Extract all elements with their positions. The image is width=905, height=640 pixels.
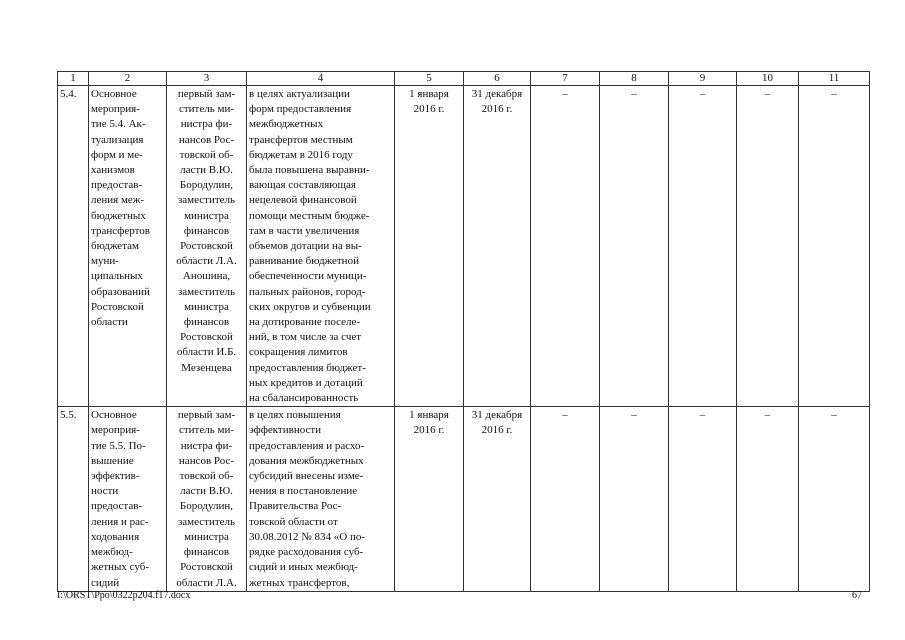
start-date (395, 86, 464, 407)
text-line: сидий и иных межбюд- (249, 561, 358, 574)
text-line: заместитель (177, 194, 236, 207)
text-line: мероприя- (91, 424, 140, 437)
text-line: 2016 г. (481, 424, 513, 437)
text-line: бюджетам (91, 240, 139, 253)
text-line: Аношина, (182, 270, 231, 283)
text-line: 31 декабря (471, 88, 523, 100)
text-line: обеспеченности муници- (249, 270, 367, 283)
text-line: субсидий внесены изме- (249, 470, 364, 483)
text-line: предостав- (91, 179, 143, 192)
text-line: министра (184, 209, 229, 222)
text-line: дования межбюджетных (249, 454, 364, 467)
text-line: объемов дотации на вы- (249, 240, 362, 253)
text-line: Основное (91, 409, 137, 422)
text-line: 1 января (409, 409, 449, 422)
text-line: пальных районов, город- (249, 285, 366, 298)
table-row (58, 86, 870, 407)
text-line: трансфертов (91, 224, 150, 237)
text-line: ных кредитов и дотаций (249, 376, 363, 389)
text-line: в целях актуализации (249, 88, 350, 100)
text-line: министра (184, 530, 229, 543)
text-line: межбюджетных (249, 118, 324, 131)
text-line: Ростовской (180, 240, 233, 253)
page-number: 67 (852, 590, 862, 601)
text-line: образований (91, 285, 150, 298)
end-date (464, 86, 531, 407)
text-line: Бородулин, (179, 500, 234, 513)
text-line: нецелевой финансовой (249, 194, 357, 207)
text-line: ститель ми- (178, 424, 235, 437)
text-line: 1 января (409, 88, 449, 100)
text-line: Ростовской (180, 331, 233, 344)
text-line: области И.Б. (176, 346, 237, 359)
header-cell: 8 (600, 72, 669, 86)
header-cell: 3 (167, 72, 247, 86)
text-line: области Л.А. (176, 255, 237, 268)
col10-value: – (737, 407, 799, 591)
end-date (464, 407, 531, 591)
col8-value: – (600, 86, 669, 407)
text-line: области Л.А. (176, 576, 237, 589)
text-line: вышение (91, 454, 134, 467)
text-line: нансов Рос- (178, 133, 235, 146)
text-line: помощи местным бюдже- (249, 209, 370, 222)
text-line: Основное (91, 88, 137, 100)
text-line: первый зам- (177, 409, 236, 422)
text-line: на сбалансированность (249, 392, 359, 405)
text-line: была повышена выравни- (249, 164, 370, 177)
text-line: товской области от (249, 515, 338, 528)
text-line: Правительства Рос- (249, 500, 342, 513)
col9-value: – (669, 407, 737, 591)
col7-value: – (531, 86, 600, 407)
text-line: предоставления бюджет- (249, 361, 366, 374)
text-line: товской об- (179, 470, 234, 483)
text-line: форм предоставления (249, 103, 352, 116)
text-line: нансов Рос- (178, 454, 235, 467)
text-line: первый зам- (177, 88, 236, 100)
text-line: Ростовской (180, 561, 233, 574)
text-line: туализация (91, 133, 144, 146)
responsible-executor (167, 407, 247, 591)
text-line: сокращения лимитов (249, 346, 348, 359)
text-line: 31 декабря (471, 409, 523, 422)
text-line: товской об- (179, 148, 234, 161)
col9-value: – (669, 86, 737, 407)
col7-value: – (531, 407, 600, 591)
row-number: 5.4. (58, 86, 89, 407)
text-line: сидий (91, 576, 120, 589)
text-line: форм и ме- (91, 148, 143, 161)
text-line: ласти В.Ю. (180, 485, 233, 498)
text-line: мероприя- (91, 103, 140, 116)
text-line: ских округов и субвенции (249, 300, 371, 313)
text-line: Мезенцева (181, 361, 232, 374)
header-cell: 2 (89, 72, 167, 86)
header-cell: 6 (464, 72, 531, 86)
header-cell: 1 (58, 72, 89, 86)
text-line: жетных трансфертов, (249, 576, 350, 589)
text-line: предостав- (91, 500, 143, 513)
text-line: 30.08.2012 № 834 «О по- (249, 530, 365, 543)
text-line: 2016 г. (413, 424, 445, 437)
text-line: ний, в том числе за счет (249, 331, 362, 344)
text-line: жетных суб- (91, 561, 150, 574)
header-cell: 10 (737, 72, 799, 86)
col10-value: – (737, 86, 799, 407)
measures-table (57, 71, 870, 592)
text-line: 2016 г. (481, 103, 513, 116)
text-line: финансов (183, 546, 230, 559)
expected-result (247, 86, 395, 407)
text-line: на дотирование поселе- (249, 316, 361, 329)
text-line: нения в постановление (249, 485, 358, 498)
text-line: там в части увеличения (249, 224, 360, 237)
footer-file-path: I:\ORST\Ppo\0322p204.f17.docx (57, 590, 191, 601)
text-line: ханизмов (91, 164, 135, 177)
text-line: эффективности (249, 424, 322, 437)
text-line: Ростовской (91, 300, 144, 313)
row-number: 5.5. (58, 407, 89, 591)
start-date (395, 407, 464, 591)
text-line: тие 5.4. Ак- (91, 118, 146, 131)
text-line: финансов (183, 316, 230, 329)
text-line: трансфертов местным (249, 133, 353, 146)
expected-result (247, 407, 395, 591)
text-line: Бородулин, (179, 179, 234, 192)
text-line: бюджетных (91, 209, 146, 222)
text-line: ления и рас- (91, 515, 149, 528)
table-row (58, 407, 870, 591)
text-line: заместитель (177, 515, 236, 528)
text-line: ципальных (91, 270, 143, 283)
header-cell: 11 (799, 72, 870, 86)
text-line: ститель ми- (178, 103, 235, 116)
text-line: области (91, 316, 128, 329)
text-line: ласти В.Ю. (180, 164, 233, 177)
text-line: муни- (91, 255, 119, 268)
text-line: ления меж- (91, 194, 145, 207)
text-line: межбюд- (91, 546, 133, 559)
text-line: 2016 г. (413, 103, 445, 116)
header-cell: 4 (247, 72, 395, 86)
text-line: вающая составляющая (249, 179, 356, 192)
measure-name (89, 86, 167, 407)
text-line: равнивание бюджетной (249, 255, 359, 268)
text-line: нистра фи- (180, 439, 233, 452)
col11-value: – (799, 407, 870, 591)
text-line: финансов (183, 224, 230, 237)
text-line: бюджетам в 2016 году (249, 148, 353, 161)
text-line: ности (91, 485, 119, 498)
text-line: эффектив- (91, 470, 140, 483)
col8-value: – (600, 407, 669, 591)
text-line: рядке расходования суб- (249, 546, 364, 559)
text-line: нистра фи- (180, 118, 233, 131)
text-line: ходования (91, 530, 140, 543)
text-line: предоставления и расхо- (249, 439, 365, 452)
text-line: тие 5.5. По- (91, 439, 146, 452)
header-cell: 7 (531, 72, 600, 86)
header-cell: 5 (395, 72, 464, 86)
text-line: заместитель (177, 285, 236, 298)
responsible-executor (167, 86, 247, 407)
text-line: министра (184, 300, 229, 313)
header-row (58, 72, 870, 86)
text-line: в целях повышения (249, 409, 341, 422)
header-cell: 9 (669, 72, 737, 86)
col11-value: – (799, 86, 870, 407)
measure-name (89, 407, 167, 591)
